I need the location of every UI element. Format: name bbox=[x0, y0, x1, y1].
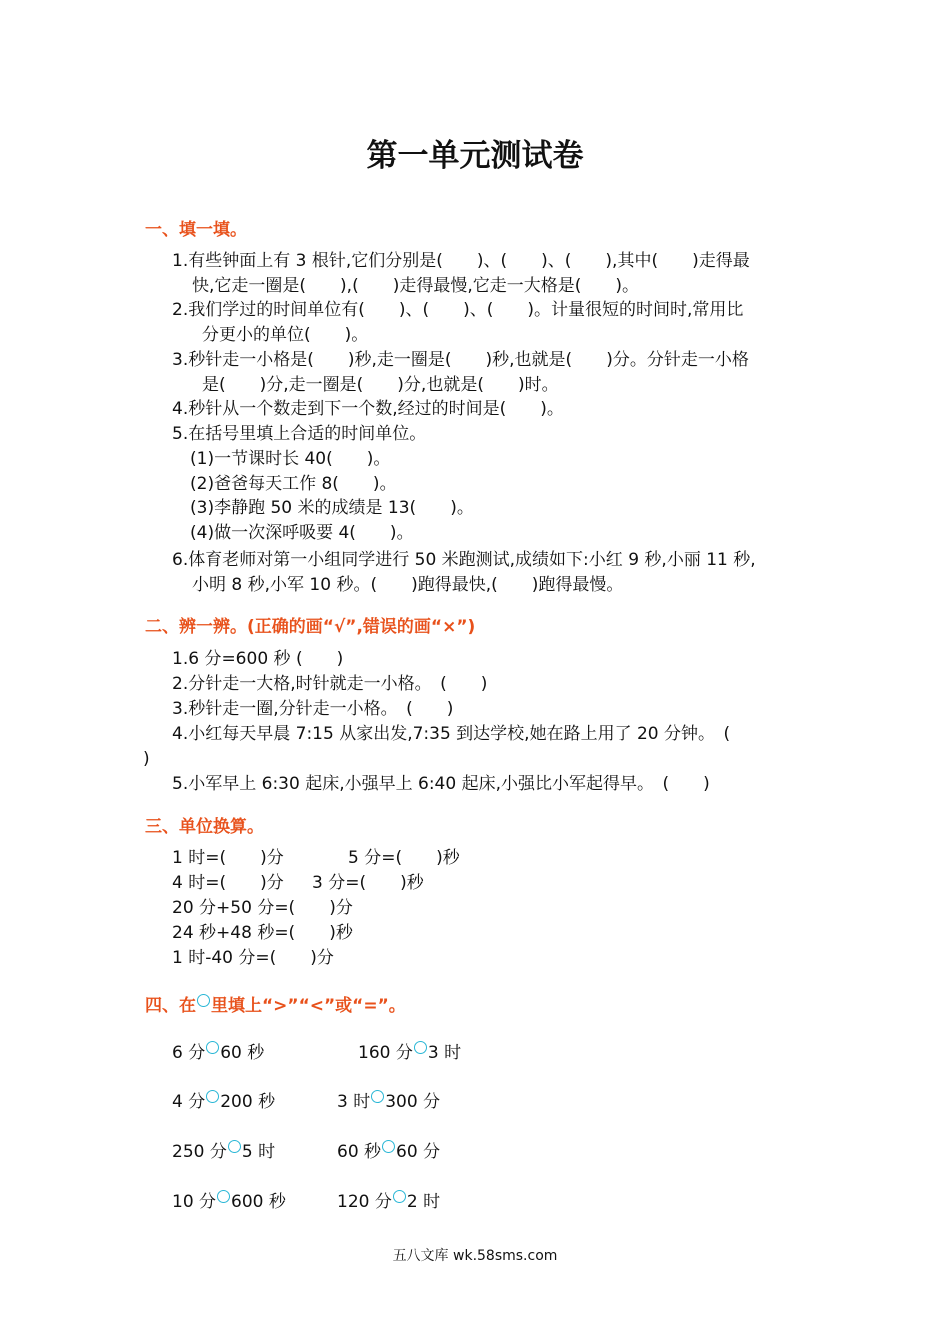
s1-q3-line2: 是( )分,走一圈是( )分,也就是( )时。 bbox=[202, 375, 559, 395]
compare-circle[interactable] bbox=[206, 1090, 219, 1103]
circle-icon bbox=[197, 994, 210, 1007]
section-2-heading: 二、辨一辨。(正确的画“√”,错误的画“×”) bbox=[145, 617, 476, 637]
s1-q5: 5.在括号里填上合适的时间单位。 bbox=[172, 424, 427, 444]
compare-circle[interactable] bbox=[228, 1140, 241, 1153]
section-1-heading: 一、填一填。 bbox=[145, 220, 247, 240]
s2-q4-line1: 4.小红每天早晨 7:15 从家出发,7:35 到达学校,她在路上用了 20 分钟。 ( bbox=[172, 724, 731, 744]
s4-row3-right: 60 秒 60 分 bbox=[337, 1142, 441, 1162]
compare-circle[interactable] bbox=[382, 1140, 395, 1153]
s3-r1-right: 5 分=( )秒 bbox=[348, 848, 460, 868]
s2-q3: 3.秒针走一圈,分针走一小格。 ( ) bbox=[172, 699, 454, 719]
s4-row2-right: 3 时 300 分 bbox=[337, 1092, 441, 1112]
s1-q2-line1: 2.我们学过的时间单位有( )、( )、( )。计量很短的时间时,常用比 bbox=[172, 300, 744, 320]
compare-circle[interactable] bbox=[206, 1041, 219, 1054]
s4-row4-right: 120 分 2 时 bbox=[337, 1192, 441, 1212]
section-4-heading bbox=[145, 991, 406, 1016]
s3-r4: 24 秒+48 秒=( )秒 bbox=[172, 923, 353, 943]
s1-q6-line1: 6.体育老师对第一小组同学进行 50 米跑测试,成绩如下:小红 9 秒,小丽 11 秒, bbox=[172, 550, 756, 570]
s1-q5-1: (1)一节课时长 40( )。 bbox=[190, 449, 391, 469]
s4-row3-left: 250 分 5 时 bbox=[172, 1142, 276, 1162]
s2-q4-line2: ) bbox=[143, 749, 150, 769]
s2-q5: 5.小军早上 6:30 起床,小强早上 6:40 起床,小强比小军起得早。 ( ) bbox=[172, 774, 710, 794]
s3-r3: 20 分+50 分=( )分 bbox=[172, 898, 353, 918]
s1-q3-line1: 3.秒针走一小格是( )秒,走一圈是( )秒,也就是( )分。分针走一小格 bbox=[172, 350, 749, 370]
s1-q1-line2: 快,它走一圈是( ),( )走得最慢,它走一大格是( )。 bbox=[192, 276, 640, 296]
page-title: 第一单元测试卷 bbox=[366, 138, 584, 174]
section-4-heading-end: 里填上“>”“<”或“=”。 bbox=[211, 996, 406, 1016]
s2-q2: 2.分针走一大格,时针就走一小格。 ( ) bbox=[172, 674, 488, 694]
compare-circle[interactable] bbox=[371, 1090, 384, 1103]
section-3-heading: 三、单位换算。 bbox=[145, 817, 264, 837]
s1-q6-line2: 小明 8 秒,小军 10 秒。( )跑得最快,( )跑得最慢。 bbox=[192, 575, 624, 595]
s1-q5-2: (2)爸爸每天工作 8( )。 bbox=[190, 474, 397, 494]
s1-q4: 4.秒针从一个数走到下一个数,经过的时间是( )。 bbox=[172, 399, 564, 419]
s4-row2-left: 4 分 200 秒 bbox=[172, 1092, 276, 1112]
s4-row1-left: 6 分 60 秒 bbox=[172, 1043, 265, 1063]
section-4-heading-start: 四、在 bbox=[145, 996, 196, 1016]
s1-q2-line2: 分更小的单位( )。 bbox=[202, 325, 369, 345]
s2-q1: 1.6 分=600 秒 ( ) bbox=[172, 649, 344, 669]
s3-r2-left: 4 时=( )分 bbox=[172, 873, 284, 893]
s1-q1-line1: 1.有些钟面上有 3 根针,它们分别是( )、( )、( ),其中( )走得最 bbox=[172, 251, 750, 271]
s4-row1-right: 160 分 3 时 bbox=[358, 1043, 462, 1063]
s4-row4-left: 10 分 600 秒 bbox=[172, 1192, 286, 1212]
s1-q5-4: (4)做一次深呼吸要 4( )。 bbox=[190, 523, 414, 543]
compare-circle[interactable] bbox=[414, 1041, 427, 1054]
s3-r1-left: 1 时=( )分 bbox=[172, 848, 284, 868]
footer-watermark: 五八文库 wk.58sms.com bbox=[392, 1248, 558, 1264]
s1-q5-3: (3)李静跑 50 米的成绩是 13( )。 bbox=[190, 498, 474, 518]
s3-r2-right: 3 分=( )秒 bbox=[312, 873, 424, 893]
compare-circle[interactable] bbox=[217, 1190, 230, 1203]
s3-r5: 1 时-40 分=( )分 bbox=[172, 948, 334, 968]
compare-circle[interactable] bbox=[393, 1190, 406, 1203]
